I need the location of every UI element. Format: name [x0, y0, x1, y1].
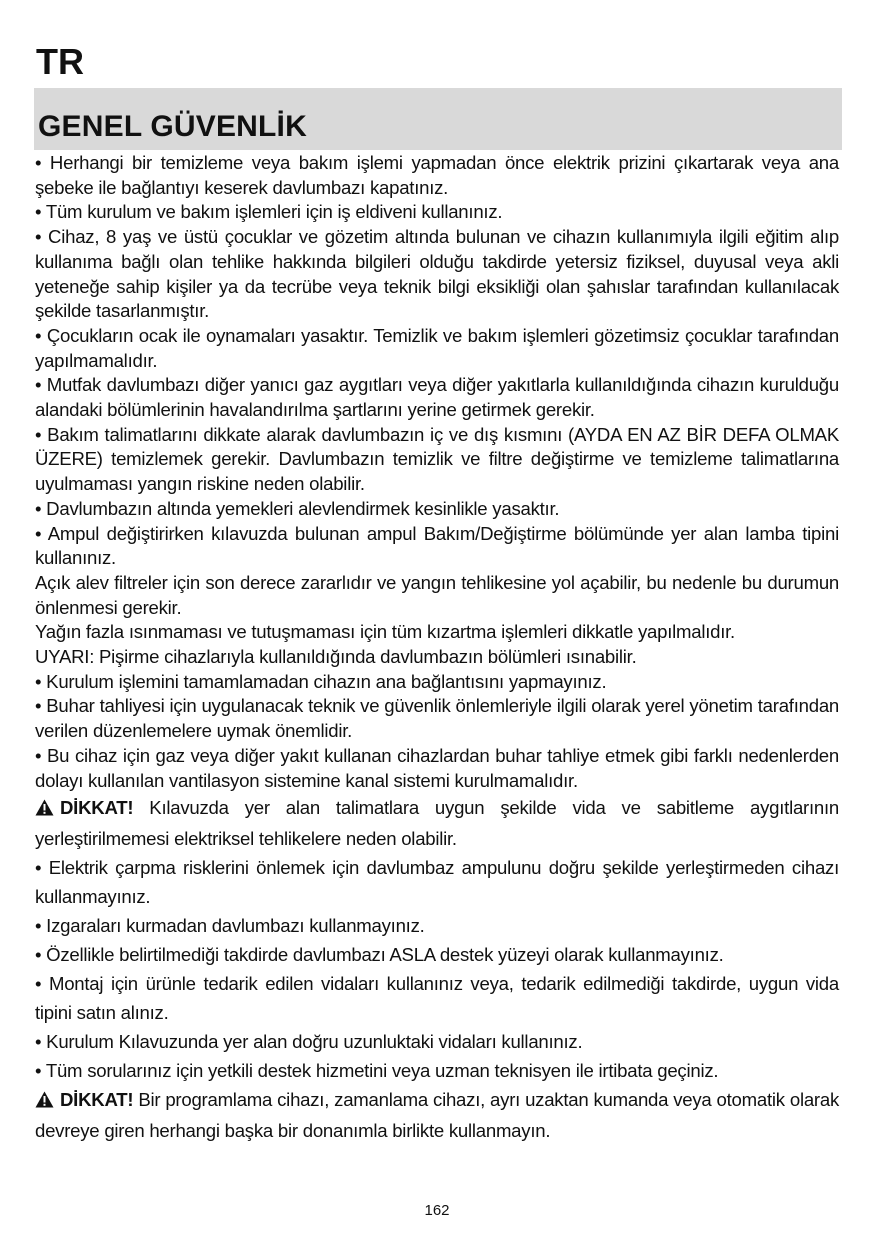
paragraph: UYARI: Pişirme cihazlarıyla kullanıldığında davlumbazın bölümleri ısınabilir.	[35, 646, 637, 668]
paragraph: • Tüm kurulum ve bakım işlemleri için iş eldiveni kullanınız.	[35, 201, 503, 223]
paragraph: • Herhangi bir temizleme veya bakım işlemi yapmadan önce elektrik prizini çıkartarak veya ana şebeke ile bağlantıyı keserek davlumbazı kapatınız.	[35, 152, 839, 198]
paragraph: • Elektrik çarpma risklerini önlemek için davlumbaz ampulunu doğru şekilde yerleştirmeden cihazı kullanmayınız.	[35, 857, 839, 908]
warning-label: DİKKAT!	[60, 797, 134, 819]
paragraph: • Bakım talimatlarını dikkate alarak davlumbazın iç ve dış kısmını (AYDA EN AZ BİR DEFA OLMAK ÜZERE) temizlemek gerekir. Davlumbazın temizlik ve filtre değiştirme ve temizleme talimatlarına uyulmaması yangın riskine neden olabilir.	[35, 423, 839, 495]
section-header-bar	[34, 88, 842, 150]
paragraph: • Kurulum Kılavuzunda yer alan doğru uzunluktaki vidaları kullanınız.	[35, 1031, 583, 1053]
paragraph: • Kurulum işlemini tamamlamadan cihazın ana bağlantısını yapmayınız.	[35, 670, 607, 692]
warning-text: Bir programlama cihazı, zamanlama cihazı, ayrı uzaktan kumanda veya otomatik olarak devreye giren herhangi başka bir donanımla birlikte kullanmayın.	[35, 1089, 839, 1142]
language-code: TR	[36, 41, 84, 82]
paragraph: Yağın fazla ısınmaması ve tutuşmaması için tüm kızartma işlemleri dikkatle yapılmalıdır.	[35, 621, 735, 643]
paragraph: • Bu cihaz için gaz veya diğer yakıt kullanan cihazlardan buhar tahliye etmek gibi farklı nedenlerden dolayı kullanılan vantilasyon sistemine kanal sistemi kurulmamalıdır.	[35, 744, 839, 791]
warning-paragraph	[35, 1085, 839, 1145]
safety-text	[35, 151, 839, 1145]
paragraph: • Cihaz, 8 yaş ve üstü çocuklar ve gözetim altında bulunan ve cihazın kullanımıyla ilgili eğitim alıp kullanıma bağlı olan tehlike hakkında bilgileri olduğu takdirde yetersiz fiziksel, duyusal veya akli yeteneğe sahip kişiler ya da tecrübe veya teknik bilgi eksikliği olan şahıslar tarafından kullanılacak şekilde tasarlanmıştır.	[35, 226, 839, 322]
warning-paragraph	[35, 793, 839, 853]
paragraph: • Mutfak davlumbazı diğer yanıcı gaz aygıtları veya diğer yakıtlarla kullanıldığında cihazın kurulduğu alandaki bölümlerinin havalandırılma şartlarını yerine getirmek gerekir.	[35, 374, 839, 421]
warning-triangle-icon	[35, 795, 54, 824]
paragraph: • Tüm sorularınız için yetkili destek hizmetini veya uzman teknisyen ile irtibata geçiniz.	[35, 1060, 719, 1082]
paragraph: • Davlumbazın altında yemekleri alevlendirmek kesinlikle yasaktır.	[35, 497, 560, 519]
paragraph: • Buhar tahliyesi için uygulanacak teknik ve güvenlik önlemleriyle ilgili olarak yerel yönetim tarafından verilen düzenlemelere uymak önemlidir.	[35, 695, 839, 742]
section-title: GENEL GÜVENLİK	[38, 110, 307, 143]
paragraph: • Çocukların ocak ile oynamaları yasaktır. Temizlik ve bakım işlemleri gözetimsiz çocuklar tarafından yapılmamalıdır.	[35, 324, 839, 371]
paragraph: • Izgaraları kurmadan davlumbazı kullanmayınız.	[35, 915, 425, 937]
paragraph: • Ampul değiştirirken kılavuzda bulunan ampul Bakım/Değiştirme bölümünde yer alan lamba tipini kullanınız.	[35, 522, 839, 569]
paragraph: • Montaj için ürünle tedarik edilen vidaları kullanınız veya, tedarik edilmediği takdirde, uygun vida tipini satın alınız.	[35, 973, 839, 1024]
warning-label: DİKKAT!	[60, 1089, 134, 1111]
warning-text: Kılavuzda yer alan talimatlara uygun şekilde vida ve sabitleme aygıtlarının yerleştirilmemesi elektriksel tehlikelere neden olabilir.	[35, 797, 839, 850]
page-number: 162	[424, 1202, 450, 1219]
paragraph: • Özellikle belirtilmediği takdirde davlumbazı ASLA destek yüzeyi olarak kullanmayınız.	[35, 944, 724, 966]
warning-triangle-icon	[35, 1087, 54, 1116]
paragraph: Açık alev filtreler için son derece zararlıdır ve yangın tehlikesine yol açabilir, bu nedenle bu durumun önlenmesi gerekir.	[35, 571, 839, 618]
